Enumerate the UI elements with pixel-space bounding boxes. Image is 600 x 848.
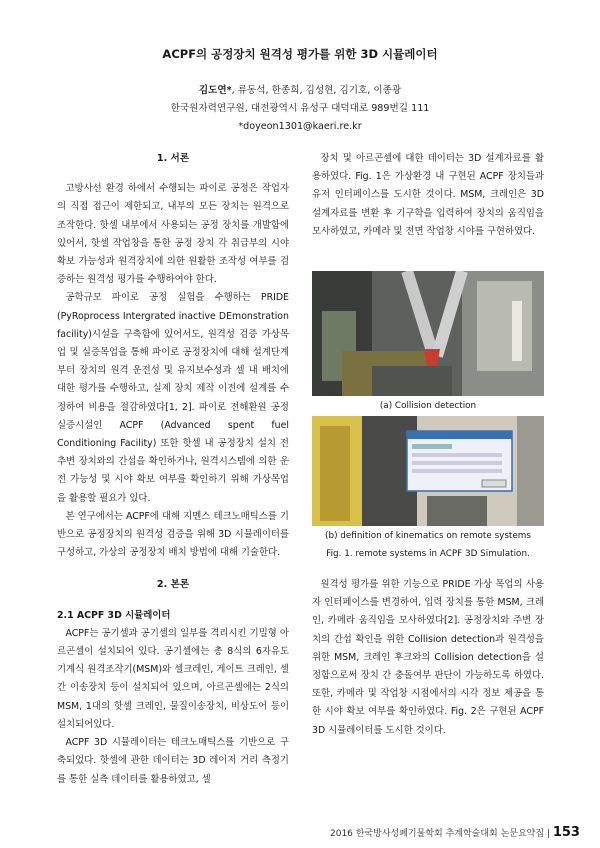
intro-paragraph-3: 본 연구에서는 ACPF에 대해 지멘스 테크노매틱스를 기반으로 공정장치의 원격성 검증을 위해 3D 시뮬레이터를 구성하고, 가상의 공정장치 배치 방법에 대해 기술한다.: [57, 510, 289, 559]
right-column: [312, 150, 544, 740]
right-paragraph-bottom: 원격성 평가를 위한 기능으로 PRIDE 가상 목업의 사용자 인터페이스를 변경하여, 입력 장치를 통한 MSM, 크레인, 카메라 움직임을 모사하였다[2]. 공정장치와 주변 장치의 간섭 확인을 위한 Collision detection과 원격성을 위한 MSM, 크레인 후크와의 Collision detection을 설정함으로써 장치 간 충돌여부 판단이 가능하도록 하였다. 또한, 카메라 및 작업창 시점에서의 시각 정보 제공을 통한 시야 확보 여부를 확인하였다. Fig. 2은 구현된 ACPF 3D 시뮬레이터를 도시한 것이다.: [312, 579, 544, 736]
co-authors: , 류동석, 한종희, 김성현, 김기호, 이종광: [231, 85, 402, 96]
figure-1-caption: Fig. 1. remote systems in ACPF 3D Simulation.: [326, 549, 530, 560]
body-paragraph-1: ACPF는 공기셀과 공기셀의 일부를 격리시킨 기밀형 아르곤셀이 설치되어 있다. 공기셀에는 총 8식의 6자유도 기계식 원격조작기(MSM)와 셀크레인, 게이트 크레인, 셀 간 이송장치 등이 설치되어 있으며, 아르곤셀에는 2식의 MSM, 1대의 핫셀 크레인, 물질이송장치, 비상도어 등이 설치되어있다.: [57, 627, 289, 730]
author-email: *doyeon1301@kaeri.re.kr: [238, 121, 362, 132]
author-names: [0, 82, 600, 100]
caption-a: (a) Collision detection: [379, 401, 477, 412]
section-heading-intro: 1. 서론: [156, 153, 190, 164]
footer-text: 2016 한국방사성폐기물학회 추계학술대회 논문요약집 |: [330, 829, 550, 839]
paper-title: ACPF의 공정장치 원격성 평가를 위한 3D 시뮬레이터: [162, 47, 438, 61]
page-footer: [330, 825, 580, 840]
subsection-heading-2-1: 2.1 ACPF 3D 시뮬레이터: [57, 609, 171, 621]
intro-paragraph-2: 공학규모 파이로 공정 실험을 수행하는 PRIDE (PyRoprocess Intergrated inactive DEmonstration facility)시설을 구축함에 있어서도, 원격성 검증 가상목업 및 실증목업을 통해 파이로 공정장치에 대해 설계단계부터 장치의 원격 운전성 및 유지보수성과 셀 내 배치에 대한 평가를 수행하고, 실제 장치 제작 이전에 설계를 수정하여 비용을 절감하였다[1, 2]. 파이로 전해환원 공정 실증시설인 ACPF (Advanced spent fuel Conditioning Facility) 또한 핫셀 내 공정장치 설치 전 추변 장치와의 간섭을 확인하거나, 원격시스템에 의한 운전 가능성 및 시야 확보 여부를 확인하기 위해 가상목업을 활용할 필요가 있다.: [57, 292, 289, 504]
affiliation: 한국원자력연구원, 대전광역시 유성구 대덕대로 989번길 111: [170, 103, 430, 114]
section-heading-body: 2. 본론: [156, 579, 190, 591]
right-paragraph-top: 장치 및 아르곤셀에 대한 데이터는 3D 설계자료를 활용하였다. Fig. 1은 가상환경 내 구현된 ACPF 장치들과 유저 인터페이스를 도시한 것이다. MSM, 크레인은 3D 설계자료를 변환 후 기구학을 입력하여 장치의 움직임을 모사하였고, 카메라 및 전면 작업창 시야를 구현하였다.: [312, 153, 544, 237]
kinematics-definition-image: [312, 416, 544, 526]
page-number: 153: [552, 825, 580, 840]
left-column: [57, 150, 289, 789]
author-block: [0, 82, 600, 136]
caption-b: (b) definition of kinematics on remote systems: [325, 531, 531, 542]
lead-author: 김도연*: [198, 85, 232, 96]
figure-1a: [312, 271, 544, 414]
collision-detection-image: [312, 271, 544, 396]
figure-1b: [312, 416, 544, 562]
intro-paragraph-1: 고방사선 환경 하에서 수행되는 파이로 공정은 작업자의 직접 접근이 제한되고, 내부의 모든 장치는 원격으로 조작한다. 핫셀 내부에서 사용되는 공정 장치를 개발함에 있어서, 핫셀 작업창을 통한 공정 장치 각 취급부의 시야 확보 가능성과 원격장치에 의한 원활한 조작성 여부를 검증하는 원격성 평가를 수행하여야 한다.: [57, 183, 289, 286]
body-paragraph-2: ACPF 3D 시뮬레이터는 테크노매틱스를 기반으로 구축되었다. 핫셀에 관한 데이터는 3D 레이저 거리 측정기를 통한 실측 데이터를 활용하였고, 셀: [57, 737, 289, 785]
